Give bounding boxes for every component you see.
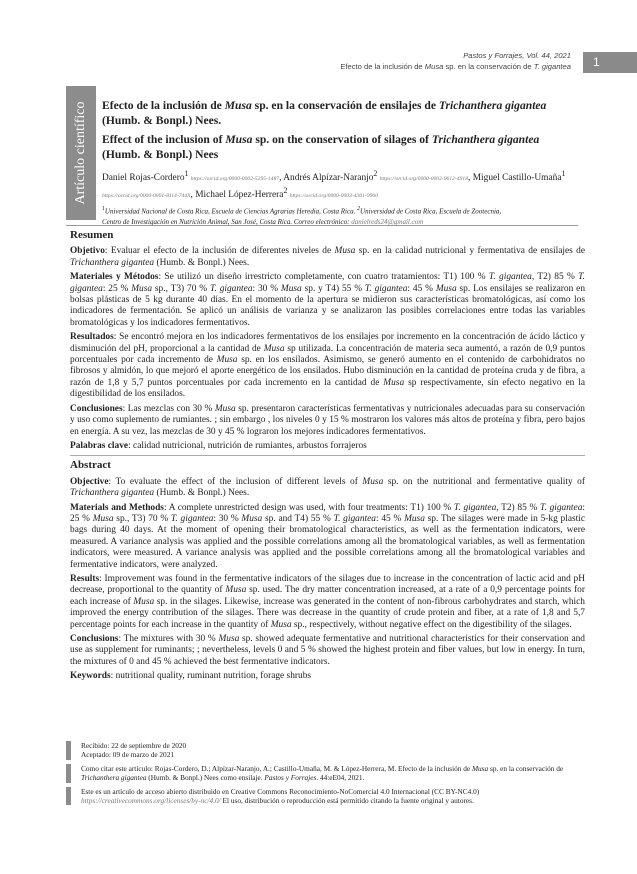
title-block <box>102 98 578 227</box>
abstract-body <box>70 230 585 686</box>
article-type-sidebar <box>66 86 96 220</box>
article-type-label: Artículo científico <box>73 101 88 205</box>
accepted-date: Aceptado: 09 de marzo de 2021 <box>81 750 175 760</box>
author-list: Daniel Rojas-Cordero$^1$ https://orcid.org/0000-0002-5295-1487, Andrés Alpízar-Naranjo$^2$ https://orcid.org/0000-0002-9612-4918, Miguel Castillo-Umaña$^1$ https://orcid.org/0000-0001-8114-744X, Michael López-Herrera$^2$ https://orcid.org/0000-0003-4301-9900 <box>102 169 566 201</box>
footer <box>66 741 578 809</box>
page-number: 1 <box>583 52 637 73</box>
email-link[interactable]: danielreds24@gmail.com <box>351 217 424 226</box>
license-link[interactable]: https://creativecommons.org/licenses/by-nc/4.0/ <box>81 796 221 806</box>
abstract-methods: Materials and Methods: A complete unrestricted design was used, with four treatments: T1) 100 % T. gigantea, T2) 85 % T. gigantea: 25 % Musa sp., T3) 70 % T. gigantea: 30 % Musa sp. and T4) 55 % T. gigantea: 45 % Musa sp. The silages were made in 5-kg plastic bags during 40 days. At the moment of opening their bromatological characteristics, as well as the fermentation indicators, were measured. A variance analysis was applied and the possible correlations among all the bromatological variables, as well as fermentation indicators, were measured. A variance analysis was applied and the possible correlations among all the bromatological variables and fermentative indicators, were analyzed. <box>70 502 586 570</box>
resumen-palabras-clave: Palabras clave: calidad nutricional, nutrición de rumiantes, arbustos forrajeros <box>70 440 367 451</box>
orcid-link[interactable]: https://orcid.org/0000-0002-5295-1487 <box>190 176 280 183</box>
resumen-objetivo: Objetivo: Evaluar el efecto de la inclusión de diferentes niveles de Musa sp. en la calidad nutricional y fermentativa de ensilajes de Trichanthera gigantea (Humb. & Bonpl.) Nees. <box>70 246 585 268</box>
title-spanish: Efecto de la inclusión de Musa sp. en la conservación de ensilajes de Trichanthera gigantea (Humb. & Bonpl.) Nees. <box>102 99 547 127</box>
abstract-objective: Objective: To evaluate the effect of the inclusion of different levels of Musa sp. on the nutritional and fermentative quality of Trichanthera gigantea (Humb. & Bonpl.) Nees. <box>70 476 585 499</box>
abstract-results: Results: Improvement was found in the fermentative indicators of the silages due to increase in the concentration of lactic acid and pH decrease, proportional to the quantity of Musa sp. used. The dry matter concentration increased, at a rate of a 0,9 percentage points for each increase of Musa sp. in the silages. Likewise, increase was generated in the content of non-fibrous carbohydrates and starch, which improved the energy contribution of the silages. There was decrease in the quantity of crude protein and fiber, at a rate of 1,8 and 5,7 percentage points for each increase in the quantity of Musa sp., respectively, without negative effect on the digestibility of the silages. <box>70 573 585 630</box>
resumen-conclusiones: Conclusiones: Las mezclas con 30 % Musa sp. presentaron características fermentativas y nutricionales adecuadas para su conservación y uso como suplemento de rumiantes. ; sin embargo , los niveles 0 y 15 % mostraron los valores más altos de proteína y fibra, pero bajos en energía. A su vez, las mezclas de 30 y 45 % lograron los mejores indicadores fermentativos. <box>70 403 585 437</box>
citation-box: Como citar este artículo: Rojas-Cordero, D.; Alpízar-Naranjo, A.; Castillo-Umaña, M. & López-Herrera, M. Efecto de la inclusión de Musa sp. en la conservación de Trichanthera gigantea (Humb. & Bonpl.) Nees como ensilaje. Pastos y Forrajes. 44:eE04, 2021. <box>66 764 578 783</box>
abstract-heading: Abstract <box>70 459 111 472</box>
resumen-heading: Resumen <box>70 229 114 241</box>
journal-info: Pastos y Forrajes, Vol. 44, 2021 <box>463 51 571 60</box>
dates-box <box>66 741 578 760</box>
resumen-resultados: Resultados: Se encontró mejora en los indicadores fermentativos de los ensilajes por incremento en la concentración de ácido láctico y disminución del pH, proporcional a la cantidad de Musa sp utilizada. La concentración de materia seca aumentó, a razón de 0,9 puntos porcentuales por cada incremento de Musa sp. en los ensilados. Asimismo, se generó aumento en el contenido de carbohidratos no fibrosos y almidón, lo que mejoró el aporte energético de los ensilados. Hubo disminución en la cantidad de proteína cruda y de fibra, a razón de 1,8 y 5,7 puntos porcentuales por cada incremento en la cantidad de Musa sp respectivamente, sin efecto negativo en la digestibilidad de los ensilados. <box>70 332 585 400</box>
resumen-metodos: Materiales y Métodos: Se utilizó un diseño irrestricto completamente, con cuatro tratamientos: T1) 100 % T. gigantea, T2) 85 % T. gigantea: 25 % Musa sp., T3) 70 % T. gigantea: 30 % Musa sp. y T4) 55 % T. gigantea: 45 % Musa sp. Los ensilajes se realizaron en bolsas plásticas de 5 kg durante 40 días. En el momento de la apertura se midieron sus características bromatológicas, así como los indicadores de fermentación. Se aplicó un análisis de varianza y se analizaron las posibles correlaciones entre todas las variables bromatológicas y los indicadores fermentativos. <box>70 272 586 328</box>
running-title: Efecto de la inclusión de Musa sp. en la conservación de T. gigantea <box>340 62 571 71</box>
orcid-link[interactable]: https://orcid.org/0000-0002-9612-4918 <box>379 176 468 183</box>
divider <box>66 225 578 226</box>
abstract-keywords: Keywords: nutritional quality, ruminant nutrition, forage shrubs <box>70 671 312 682</box>
affiliations: $^1$Universidad Nacional de Costa Rica, Escuela de Ciencias Agrarias Heredia, Costa Rica. $^2$Universidad de Costa Rica, Escuela de Zootecnia, Centro de Investigación en Nutrición Animal, San José, Costa Rica. Correo electrónico: danielreds24@gmail.com <box>102 206 502 226</box>
divider <box>70 455 585 456</box>
license-box: Este es un artículo de acceso abierto distribuido en Creative Commons Reconocimiento-NoComercial 4.0 Internacional (CC BY-NC4.0) https://creativecommons.org/licenses/by-nc/4.0/ El uso, distribución o reproducción está permitido citando la fuente original y autores. <box>66 787 578 806</box>
title-english: Effect of the inclusion of Musa sp. on the conservation of silages of Trichanthera gigantea (Humb. & Bonpl.) Nees <box>102 133 540 161</box>
abstract-conclusions: Conclusions: The mixtures with 30 % Musa sp. showed adequate fermentative and nutritional characteristics for their conservation and use as supplement for ruminants; ; nevertheless, levels 0 and 5 % showed the highest protein and fiber values, but low in energy. In turn, the mixtures of 0 and 45 % achieved the best fermentative indicators. <box>70 634 585 667</box>
orcid-link[interactable]: https://orcid.org/0000-0003-4301-9900 <box>289 193 379 200</box>
received-date: Recibido: 22 de septiembre de 2020 <box>81 741 187 750</box>
running-header <box>340 50 571 72</box>
orcid-link[interactable]: https://orcid.org/0000-0001-8114-744X <box>102 193 191 200</box>
